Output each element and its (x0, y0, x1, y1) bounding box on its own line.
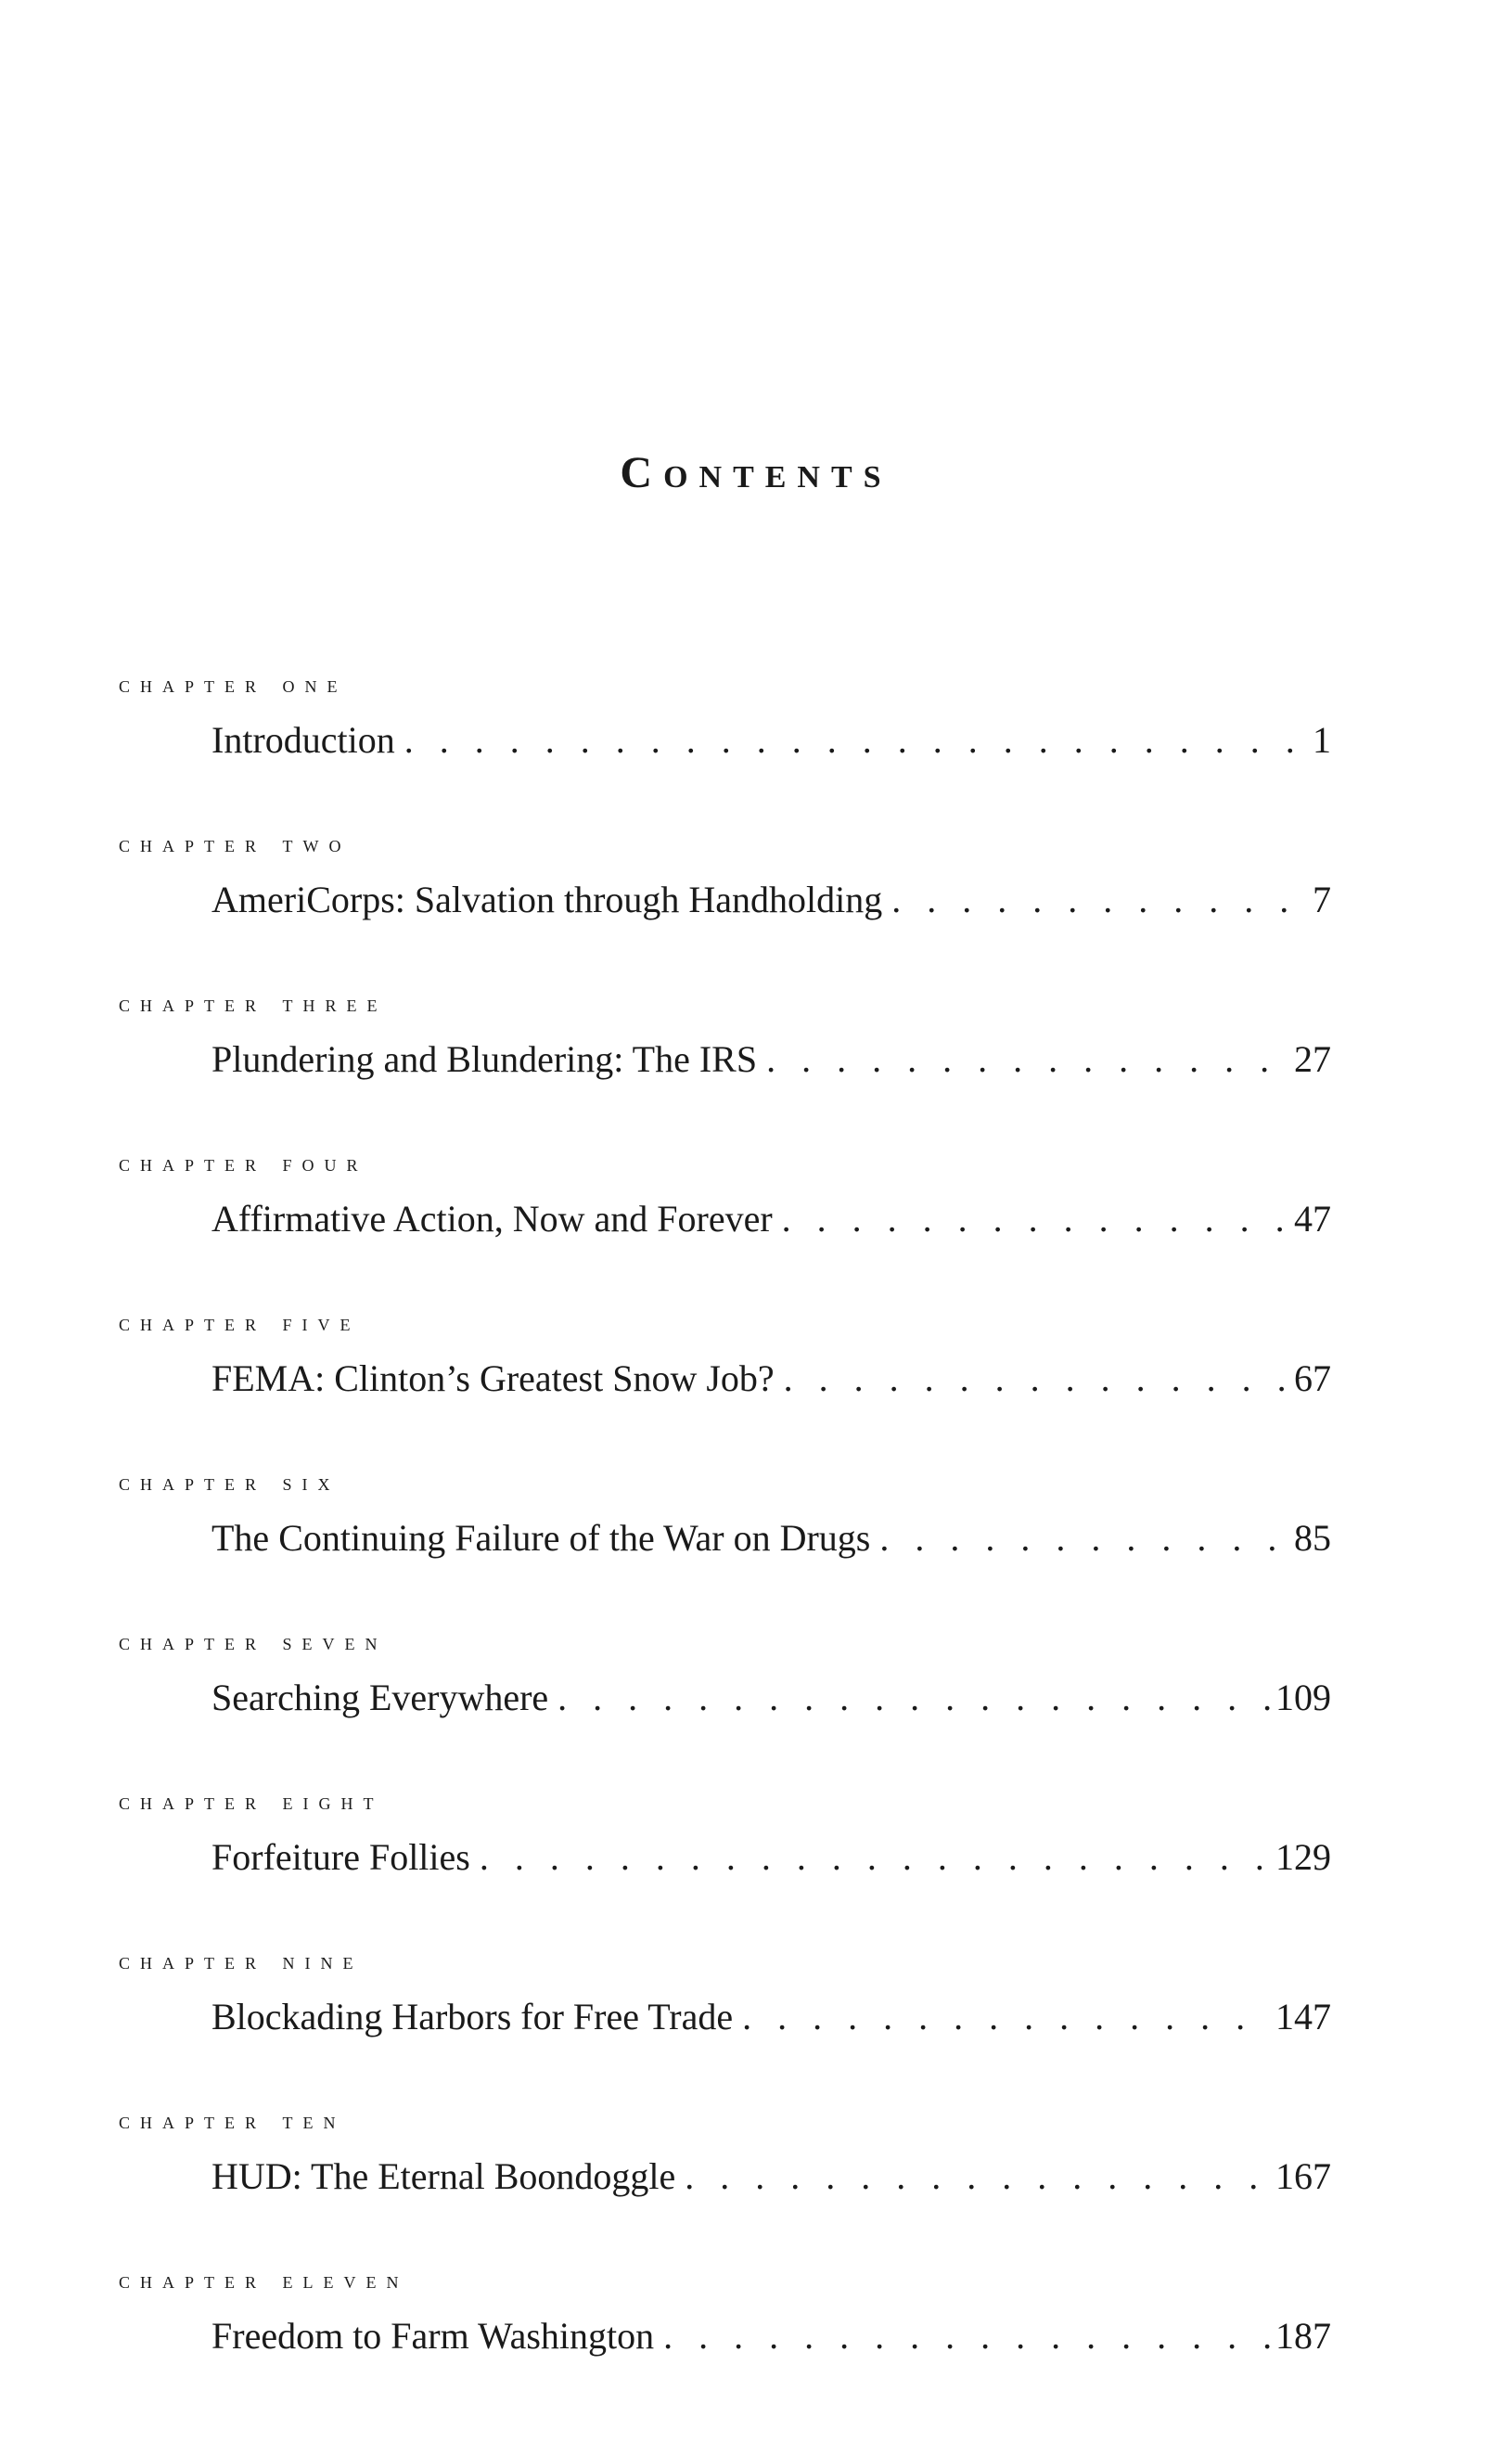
chapter-label: chapter three (119, 990, 388, 1017)
chapter-title: Introduction (211, 719, 395, 761)
page-number: 167 (1275, 2155, 1331, 2197)
chapter-label: chapter six (119, 1469, 340, 1496)
table-of-contents (0, 663, 1512, 2419)
toc-entry-line[interactable] (211, 716, 1331, 765)
chapter-title: Blockading Harbors for Free Trade (211, 1996, 734, 2037)
page-number: 7 (1313, 879, 1331, 920)
chapter-title: Searching Everywhere (211, 1677, 549, 1718)
chapter-label: chapter eight (119, 1788, 384, 1815)
dot-leader (784, 1355, 1288, 1403)
toc-entry-line[interactable] (211, 876, 1331, 924)
chapter-label: chapter five (119, 1309, 361, 1336)
dot-leader (557, 1674, 1270, 1722)
chapter-label: chapter one (119, 671, 348, 698)
dot-leader (480, 1833, 1270, 1882)
dot-leader (663, 2312, 1270, 2360)
chapter-label: chapter seven (119, 1628, 388, 1655)
page-number: 187 (1275, 2315, 1331, 2357)
toc-entry (0, 823, 1512, 983)
toc-entry-line[interactable] (211, 2312, 1331, 2360)
dot-leader (766, 1035, 1288, 1084)
chapter-title: Freedom to Farm Washington (211, 2315, 655, 2357)
toc-entry (0, 1940, 1512, 2100)
toc-entry (0, 663, 1512, 823)
toc-entry-line[interactable] (211, 1035, 1331, 1084)
dot-leader (742, 1993, 1270, 2041)
dot-leader (879, 1514, 1288, 1562)
dot-leader (685, 2153, 1270, 2201)
toc-entry (0, 2259, 1512, 2419)
toc-entry (0, 2100, 1512, 2259)
chapter-label: chapter eleven (119, 2267, 409, 2294)
toc-entry (0, 1142, 1512, 1302)
chapter-title: Plundering and Blundering: The IRS (211, 1038, 758, 1080)
page-title: Contents (620, 448, 892, 497)
toc-entry (0, 1621, 1512, 1780)
toc-entry-line[interactable] (211, 1514, 1331, 1562)
page-number: 27 (1294, 1038, 1331, 1080)
chapter-title: HUD: The Eternal Boondoggle (211, 2155, 676, 2197)
page-number: 47 (1294, 1198, 1331, 1240)
chapter-title: Affirmative Action, Now and Forever (211, 1198, 773, 1240)
chapter-title: FEMA: Clinton’s Greatest Snow Job? (211, 1357, 775, 1399)
dot-leader (404, 716, 1307, 765)
chapter-label: chapter four (119, 1150, 368, 1176)
chapter-title: The Continuing Failure of the War on Drugs (211, 1517, 871, 1559)
toc-entry (0, 1461, 1512, 1621)
toc-entry (0, 1302, 1512, 1461)
page-number: 147 (1275, 1996, 1331, 2037)
page-number: 85 (1294, 1517, 1331, 1559)
toc-entry-line[interactable] (211, 1355, 1331, 1403)
page-number: 109 (1275, 1677, 1331, 1718)
dot-leader (782, 1195, 1288, 1243)
dot-leader (891, 876, 1307, 924)
page-number: 129 (1275, 1836, 1331, 1878)
toc-entry (0, 1780, 1512, 1940)
chapter-label: chapter two (119, 830, 352, 857)
toc-entry-line[interactable] (211, 1833, 1331, 1882)
page-number: 67 (1294, 1357, 1331, 1399)
page-number: 1 (1313, 719, 1331, 761)
toc-entry-line[interactable] (211, 1195, 1331, 1243)
toc-entry-line[interactable] (211, 2153, 1331, 2201)
chapter-label: chapter nine (119, 1947, 364, 1974)
chapter-label: chapter ten (119, 2107, 346, 2134)
toc-entry-line[interactable] (211, 1993, 1331, 2041)
chapter-title: Forfeiture Follies (211, 1836, 470, 1878)
toc-entry (0, 983, 1512, 1142)
toc-entry-line[interactable] (211, 1674, 1331, 1722)
chapter-title: AmeriCorps: Salvation through Handholding (211, 879, 883, 920)
